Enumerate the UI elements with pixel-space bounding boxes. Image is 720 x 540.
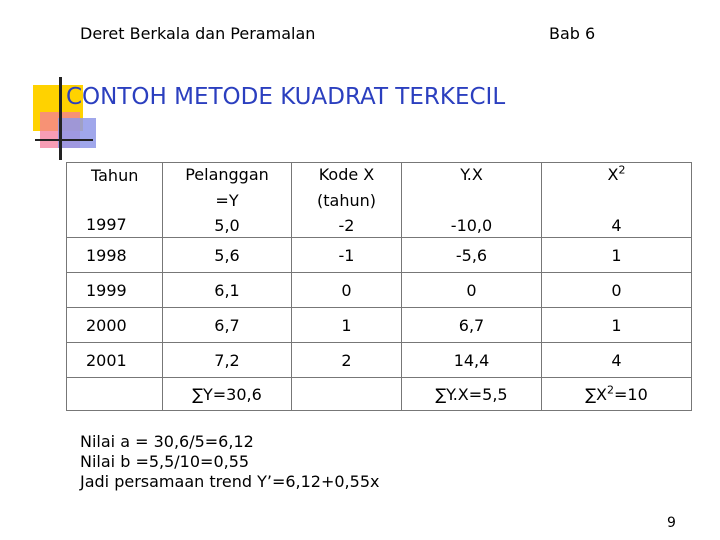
note-line-trend: Jadi persamaan trend Y’=6,12+0,55x [80,472,380,491]
sum-empty-cell [67,378,163,411]
row-y-value: 6,1 [163,273,292,308]
header-right-text: Bab 6 [549,24,596,43]
header-kode-tahun: (tahun) [317,190,376,210]
row-x2-value: 1 [542,238,692,273]
row-yx-value: -10,0 [450,216,493,235]
page-number: 9 [667,515,676,531]
row-year: 1998 [67,238,163,273]
row-x2-value: 4 [611,216,622,235]
row-year: 1999 [67,273,163,308]
row-x-value: 1 [292,308,402,343]
row-x-value: 0 [292,273,402,308]
least-squares-table [66,162,692,411]
row-x2-value: 1 [542,308,692,343]
header-left-text: Deret Berkala dan Peramalan [80,24,316,43]
row-year: 2000 [67,308,163,343]
row-y-value: 5,6 [163,238,292,273]
sum-x2-sup: 2 [606,383,614,397]
header-x2 [608,165,626,184]
table-row [67,343,692,378]
row-y-value: 7,2 [163,343,292,378]
header-pelanggan: Pelanggan [185,165,269,184]
header-kode-x: Kode X [318,165,375,184]
note-line-a: Nilai a = 30,6/5=6,12 [80,432,254,451]
table-row [67,273,692,308]
decor-horizontal-line [35,139,93,141]
row-x-value: -1 [292,238,402,273]
sum-empty-cell [292,378,402,411]
decor-vertical-line [59,77,62,160]
sum-y: ∑Y=30,6 [163,378,292,411]
sum-x2 [542,378,692,411]
header-yx: Y.X [460,165,483,184]
cell-kode-x [292,163,402,238]
cell-x2 [542,163,692,238]
header-pelanggan-y: =Y [215,190,239,210]
row-x2-value: 4 [542,343,692,378]
row-year: 2001 [67,343,163,378]
sum-x2-post: =10 [613,384,648,404]
header-tahun: Tahun [91,166,139,185]
row-yx-value: 14,4 [402,343,542,378]
table-header-row [67,163,692,238]
row-x-value: -2 [338,216,355,235]
row-y-value: 6,7 [163,308,292,343]
row-year: 1997 [86,215,127,234]
notes-block [80,432,379,492]
row-x-value: 2 [292,343,402,378]
cell-pelanggan [163,163,292,238]
row-y-value: 5,0 [214,216,240,235]
table-sum-row [67,378,692,411]
row-yx-value: 6,7 [402,308,542,343]
row-yx-value: 0 [402,273,542,308]
decor-blue-square [58,118,96,148]
row-yx-value: -5,6 [402,238,542,273]
cell-tahun-1997 [67,163,163,238]
table-row [67,238,692,273]
slide-title: CONTOH METODE KUADRAT TERKECIL [66,84,506,110]
table-row [67,308,692,343]
sum-yx: ∑Y.X=5,5 [402,378,542,411]
cell-yx [402,163,542,238]
note-line-b: Nilai b =5,5/10=0,55 [80,452,250,471]
header-x2-sup: 2 [618,163,626,177]
sum-x2-pre: ∑X [585,384,607,404]
header-x2-base: X [607,165,619,184]
row-x2-value: 0 [542,273,692,308]
